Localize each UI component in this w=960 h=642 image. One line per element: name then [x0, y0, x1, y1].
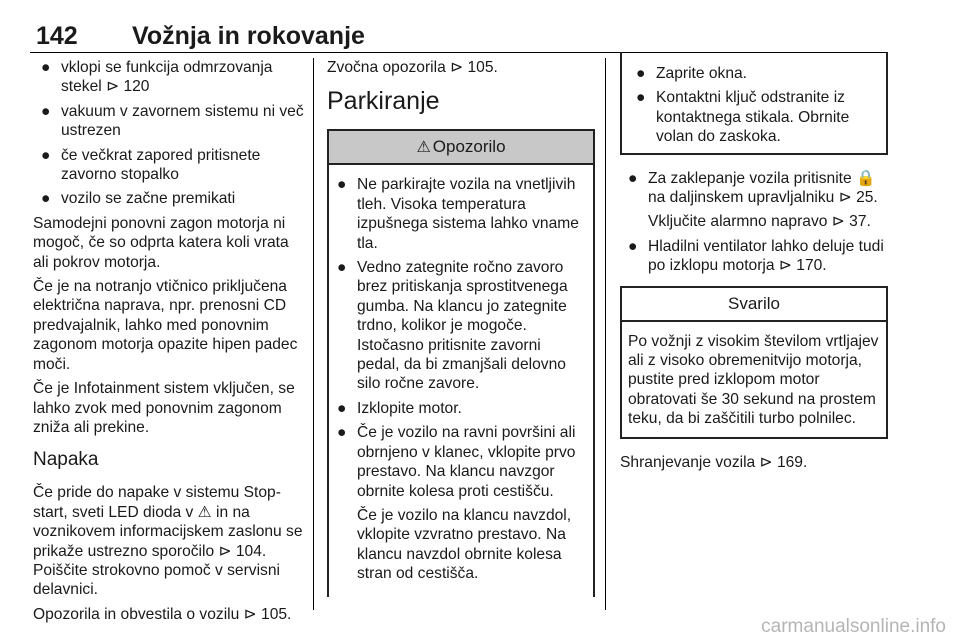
list-item: ● Ne parkirajte vozila na vnetljivih tleh. Visoka temperatura izpušnega sistema lahko vname tla.: [337, 176, 579, 252]
column-2: [327, 58, 595, 597]
list-item: ● Hladilni ventilator lahko deluje tudi po izklopu motorja ⊳ 170.: [628, 237, 884, 275]
list-item: ● Vedno zategnite ročno zavoro brez pritiskanja sprostitvenega gumba. Na klancu jo zategnite trdno, kolikor je mogoče. Istočasno pritisnite zavorni pedal, da bi zmanjšali delovno silo ročne zavore.: [337, 259, 568, 393]
list-item: ● Zaprite okna.: [636, 65, 748, 82]
caution-box-body: Po vožnji z visokim številom vrtljajev ali z visoko obremenitvijo motorja, pustite pred izklopom motor obratovati še 30 sekund na prostem teku, da bi zaščitili turbo polnilec.: [628, 332, 879, 428]
list-item: ● vakuum v zavornem sistemu ni več ustrezen: [41, 102, 304, 140]
list-item: ● če večkrat zapored pritisnete zavorno stopalko: [41, 146, 261, 184]
section-heading-parkiranje: Parkiranje: [327, 87, 440, 116]
list-item: ● Izklopite motor.: [337, 399, 462, 417]
paragraph: Shranjevanje vozila ⊳ 169.: [620, 453, 808, 471]
paragraph: Če pride do napake v sistemu Stop-start, sveti LED dioda v ⚠ in na voznikovem informacijskem zaslonu se prikaže ustrezno sporočilo ⊳ 104. Poiščite strokovno pomoč v servisni delavnici.: [33, 484, 303, 599]
list-item: ● Če je vozilo na ravni površini ali obrnjeno v klanec, vklopite prvo prestavo. Na klancu navzgor obrnite kolesa proti cestišču.: [337, 424, 576, 500]
list-item: ● Za zaklepanje vozila pritisnite 🔒 na daljinskem upravljalniku ⊳ 25.: [628, 169, 878, 207]
watermark: carmanualsonline.info: [761, 616, 946, 637]
list-item-continuation: Vključite alarmno napravo ⊳ 37.: [648, 213, 871, 231]
warning-box-continued: [620, 52, 888, 155]
caution-box-header: Svarilo: [622, 288, 886, 322]
paragraph: Če je Infotainment sistem vključen, se lahko zvok med ponovnim zagonom zniža ali prekine.: [33, 380, 295, 436]
column-divider-2: [605, 58, 606, 610]
paragraph: Opozorila in obvestila o vozilu ⊳ 105.: [33, 605, 292, 623]
paragraph: Če je na notranjo vtičnico priključena električna naprava, npr. prenosni CD predvajalnik, lahko med ponovnim zagonom motorja opazite hipen padec moči.: [33, 278, 298, 373]
page-title: Vožnja in rokovanje: [132, 22, 365, 50]
list-item: ● Kontaktni ključ odstranite iz kontaktnega stikala. Obrnite volan do zaskoka.: [636, 89, 850, 146]
column-divider-1: [313, 58, 314, 610]
page-header: [30, 22, 885, 52]
column-1: [33, 58, 305, 629]
column-3: [620, 58, 888, 477]
list-item: ● vozilo se začne premikati: [41, 190, 236, 208]
list-item: ● vklopi se funkcija odmrzovanja stekel ⊳ 120: [41, 59, 273, 96]
section-heading-napaka: Napaka: [33, 449, 99, 471]
warning-triangle-icon: ⚠: [416, 139, 431, 157]
warning-box-header: ⚠ Opozorilo: [329, 131, 593, 165]
paragraph: Zvočna opozorila ⊳ 105.: [327, 59, 498, 76]
caution-box: [620, 286, 888, 439]
paragraph: Samodejni ponovni zagon motorja ni mogoč, če so odprta katera koli vrata ali pokrov motorja.: [33, 214, 289, 271]
page-number: 142: [36, 22, 78, 50]
list-item-continuation: Če je vozilo na klancu navzdol, vklopite vzvratno prestavo. Na klancu navzdol obrnite kolesa stran od cestišča.: [357, 506, 572, 583]
warning-box: [327, 129, 595, 596]
warning-box-body: [329, 165, 593, 596]
